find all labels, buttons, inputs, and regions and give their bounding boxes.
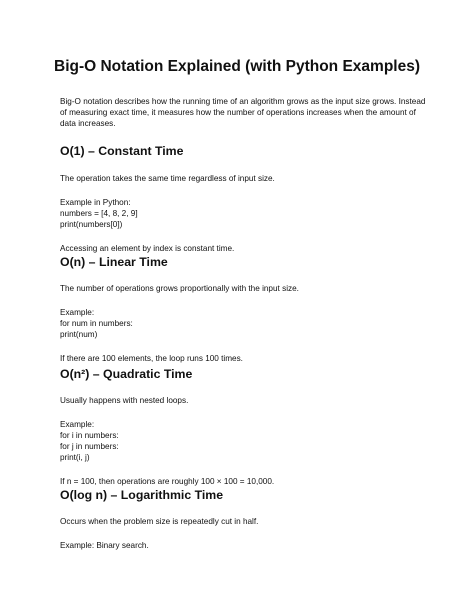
- code-line: print(i, j): [60, 453, 90, 462]
- page-title: Big-O Notation Explained (with Python Examples): [54, 58, 420, 75]
- section-note: If there are 100 elements, the loop runs 100 times.: [60, 354, 243, 363]
- code-line: print(numbers[0]): [60, 220, 123, 229]
- code-example: [60, 307, 432, 340]
- section-heading: O(log n) – Logarithmic Time: [60, 488, 224, 502]
- code-line: Example:: [60, 308, 95, 317]
- code-line: Example in Python:: [60, 198, 131, 207]
- code-example: [60, 419, 432, 463]
- section-heading: O(n) – Linear Time: [60, 255, 168, 269]
- section-description: The number of operations grows proportionally with the input size.: [60, 284, 299, 293]
- code-line: print(num): [60, 330, 98, 339]
- code-line: for j in numbers:: [60, 442, 119, 451]
- section-description: Usually happens with nested loops.: [60, 396, 189, 405]
- code-line: for i in numbers:: [60, 431, 119, 440]
- section-note: Example: Binary search.: [60, 541, 149, 550]
- intro-paragraph: Big-O notation describes how the running time of an algorithm grows as the input size grows. Instead of measuring exact time, it measures how the number of operations increases when the amount of data increases.: [60, 97, 426, 128]
- section-constant-time: [60, 143, 432, 254]
- code-line: numbers = [4, 8, 2, 9]: [60, 209, 138, 218]
- section-linear-time: [60, 254, 432, 364]
- code-line: for num in numbers:: [60, 319, 133, 328]
- section-note: If n = 100, then operations are roughly 100 × 100 = 10,000.: [60, 477, 275, 486]
- section-note: Accessing an element by index is constant time.: [60, 244, 235, 253]
- code-example: [60, 197, 432, 230]
- section-description: The operation takes the same time regardless of input size.: [60, 174, 275, 183]
- code-line: Example:: [60, 420, 95, 429]
- section-description: Occurs when the problem size is repeatedly cut in half.: [60, 517, 259, 526]
- section-heading: O(1) – Constant Time: [60, 144, 184, 158]
- section-quadratic-time: [60, 366, 432, 487]
- section-heading: O(n²) – Quadratic Time: [60, 367, 193, 381]
- section-logarithmic-time: [60, 487, 432, 551]
